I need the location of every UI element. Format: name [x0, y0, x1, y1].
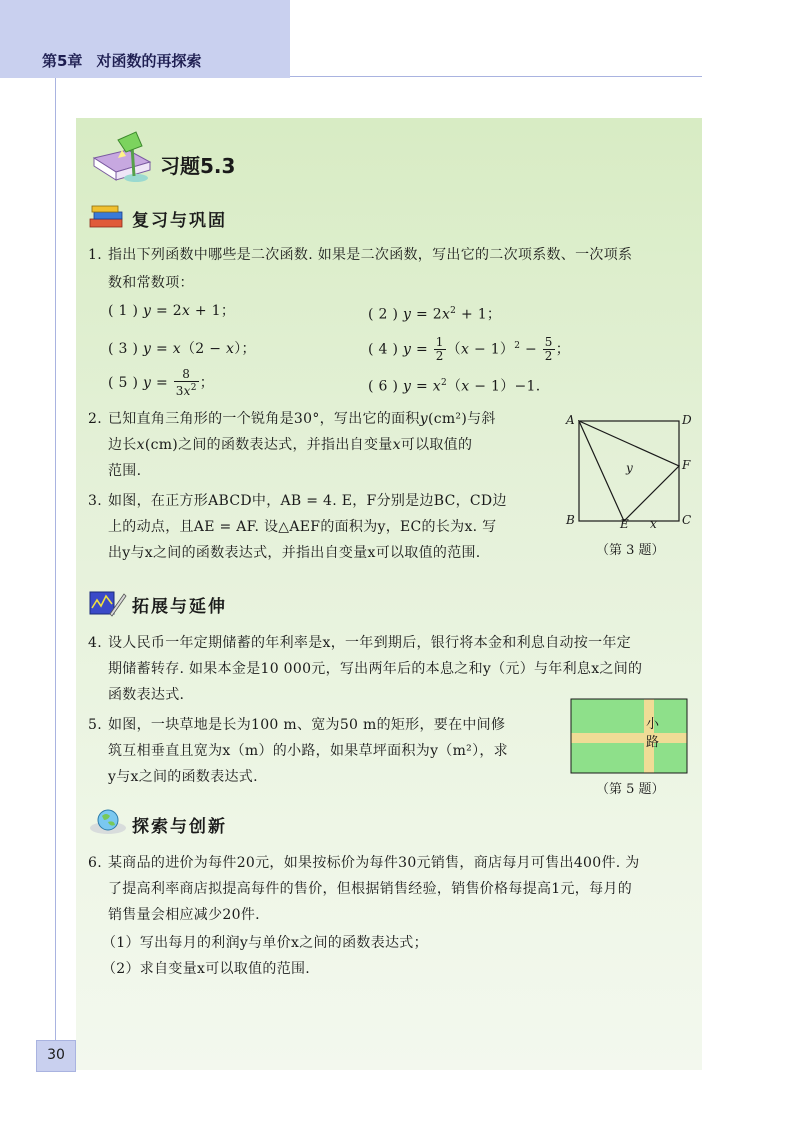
- q5-lawn-figure: [570, 698, 688, 774]
- q1-option-2: ( 2 ) $y = 2x^2 + 1$；: [368, 306, 502, 323]
- q2-line2b: 之间的函数表达式，并指出自变量: [178, 437, 393, 453]
- q1-option-1: ( 1 ) y = 2x + 1；: [108, 303, 236, 319]
- q6-sub1: （1）写出每月的利润y与单价x之间的函数表达式；: [102, 935, 428, 951]
- q1-number: 1.: [88, 247, 102, 263]
- header-rule: [290, 76, 702, 77]
- q3-label-y: y: [626, 461, 633, 475]
- q6-line3: 销售量会相应减少20件.: [108, 907, 260, 923]
- q5-line3: y与x之间的函数表达式.: [108, 769, 258, 785]
- q3-label-C: C: [682, 513, 692, 527]
- q5-road-char2: 路: [646, 735, 660, 750]
- q3-number: 3.: [88, 493, 102, 509]
- chapter-title: [42, 50, 201, 71]
- q3-label-A: A: [566, 413, 575, 427]
- books-icon: [88, 205, 128, 231]
- q5-line2: 筑互相垂直且宽为x（m）的小路，如果草坪面积为y（m²），求: [108, 743, 508, 759]
- q2-line1-text: 已知直角三角形的一个锐角是30°，写出它的面积: [108, 411, 420, 427]
- q1-line2: 数和常数项：: [108, 275, 194, 291]
- q3-label-x: x: [650, 517, 657, 531]
- page-number: 30: [47, 1047, 65, 1063]
- q4-number: 4.: [88, 635, 102, 651]
- q2-line2: 边长x(cm)之间的函数表达式，并指出自变量x可以取值的: [108, 437, 473, 453]
- q3-label-B: B: [566, 513, 575, 527]
- q2-line1: 已知直角三角形的一个锐角是30°，写出它的面积y(cm²)与斜: [108, 411, 496, 427]
- q2-line2-text: 边长: [108, 437, 137, 453]
- q5-road-char1: 小: [646, 717, 660, 732]
- q1-option-3: ( 3 ) y = x（2 − x）；: [108, 341, 256, 357]
- q3-caption: （第 3 题）: [596, 543, 665, 558]
- q3-label-F: F: [682, 458, 691, 472]
- q1-option-4: ( 4 ) y = $\frac{1}{2}$ $(x - 1)^2$ − $\frac{5}{2}$ ；: [368, 335, 571, 364]
- section-explore-title: 探索与创新: [132, 817, 227, 837]
- q3-line1: 如图，在正方形ABCD中，AB = 4. E，F分别是边BC，CD边: [108, 493, 507, 509]
- q3-label-E: E: [620, 517, 629, 531]
- q5-caption: （第 5 题）: [596, 782, 665, 797]
- q4-line1: 设人民币一年定期储蓄的年利率是x，一年到期后，银行将本金和利息自动按一年定: [108, 635, 631, 651]
- exercise-title: 习题5.3: [160, 154, 236, 178]
- chapter-name: 对函数的再探索: [96, 52, 202, 70]
- lamp-book-icon: [88, 128, 158, 188]
- q6-line2: 了提高利率商店拟提高每件的售价，但根据销售经验，销售价格每提高1元，每月的: [108, 881, 633, 897]
- q2-unit2: (cm): [144, 437, 179, 453]
- q6-line1: 某商品的进价为每件20元，如果按标价为每件30元销售，商店每月可售出400件. 为: [108, 855, 640, 871]
- section-extend-title: 拓展与延伸: [132, 597, 227, 617]
- q3-line2: 上的动点，且AE = AF. 设△AEF的面积为y，EC的长为x. 写: [108, 519, 497, 535]
- q2-line3: 范围.: [108, 463, 142, 479]
- q2-line2c: 可以取值的: [400, 437, 473, 453]
- q4-line3: 函数表达式.: [108, 687, 185, 703]
- chart-pen-icon: [88, 588, 128, 618]
- q6-sub2: （2）求自变量x可以取值的范围.: [102, 961, 311, 977]
- q2-line1b: 与斜: [467, 411, 496, 427]
- q6-number: 6.: [88, 855, 102, 871]
- q2-number: 2.: [88, 411, 102, 427]
- q2-unit1: (cm²): [427, 411, 468, 427]
- q1-option-5: ( 5 ) y = $\frac{8}{3x^2}$ ；: [108, 367, 215, 398]
- page-number-box: [36, 1040, 76, 1072]
- q5-number: 5.: [88, 717, 102, 733]
- q1-option-6: ( 6 ) $y = x^2(x - 1)-1$.: [368, 378, 541, 395]
- section-review-title: 复习与巩固: [132, 211, 227, 231]
- q4-line2: 期储蓄转存. 如果本金是10 000元，写出两年后的本息之和y（元）与年利息x之间的: [108, 661, 643, 677]
- q5-line1: 如图，一块草地是长为100 m、宽为50 m的矩形，要在中间修: [108, 717, 506, 733]
- q3-line3: 出y与x之间的函数表达式，并指出自变量x可以取值的范围.: [108, 545, 481, 561]
- q3-label-D: D: [682, 413, 692, 427]
- globe-icon: [88, 806, 128, 836]
- q1-line1: 指出下列函数中哪些是二次函数. 如果是二次函数，写出它的二次项系数、一次项系: [108, 247, 633, 263]
- margin-rule: [55, 78, 56, 1068]
- chapter-label: 第5章: [42, 52, 83, 70]
